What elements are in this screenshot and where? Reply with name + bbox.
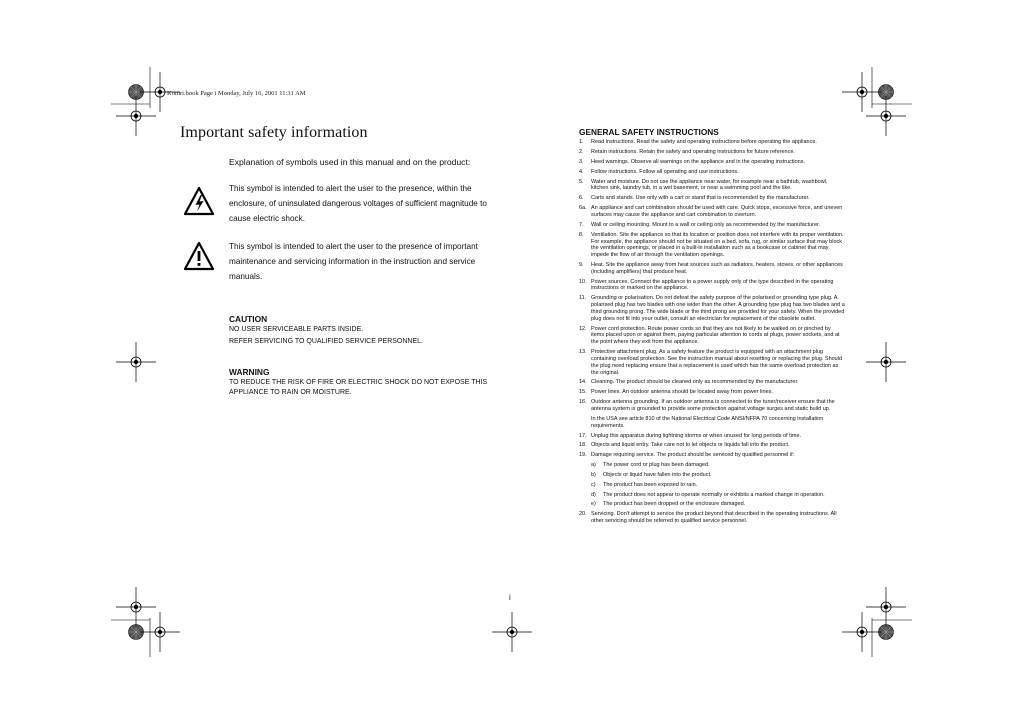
list-item xyxy=(579,169,845,176)
item-number: 11. xyxy=(579,295,587,302)
item-number: 5. xyxy=(579,178,584,185)
warning-text: TO REDUCE THE RISK OF FIRE OR ELECTRIC SHOCK DO NOT EXPOSE THIS APPLIANCE TO RAIN OR MOISTURE. xyxy=(229,379,488,396)
sub-item-letter: b) xyxy=(591,472,596,479)
list-item xyxy=(579,295,845,322)
item-number: 12. xyxy=(579,325,587,332)
list-item xyxy=(579,442,845,449)
item-text: Objects and liquid entry. Take care not to let objects or liquids fall into the product. xyxy=(591,442,790,449)
page-number: i xyxy=(509,593,511,602)
list-item xyxy=(579,349,845,376)
sub-item-text: The power cord or plug has been damaged. xyxy=(603,462,710,469)
item-number: 14. xyxy=(579,379,587,386)
sub-item-letter: a) xyxy=(591,462,596,469)
list-item xyxy=(579,511,845,525)
sub-item-text: Objects or liquid have fallen into the product. xyxy=(603,472,712,479)
item-number: 10. xyxy=(579,278,587,285)
item-number: 1. xyxy=(579,139,584,145)
page-title: Important safety information xyxy=(180,124,368,141)
item-number: 17. xyxy=(579,432,587,439)
item-text: Retain instructions. Retain the safety and operating instructions for future reference. xyxy=(591,148,795,155)
symbols-intro: Explanation of symbols used in this manual and on the product: xyxy=(229,157,471,167)
list-item xyxy=(579,389,845,396)
list-item xyxy=(579,195,845,202)
safety-instructions-list xyxy=(579,139,845,528)
item-text: Heat. Site the appliance away from heat sources such as radiators, heaters, stoves, or other appliances (including amplifiers) that produce heat. xyxy=(591,262,843,275)
item-number: 6. xyxy=(579,195,584,202)
item-number: 8. xyxy=(579,231,584,238)
item-text: Power sources. Connect the appliance to a power supply only of the type described in the operating instructions or marked on the appliance. xyxy=(591,278,834,292)
sub-list-item xyxy=(579,501,845,508)
item-text: Follow instructions. Follow all operating and use instructions. xyxy=(591,168,739,175)
sub-item-text: The product has been exposed to rain. xyxy=(603,481,698,488)
sub-list-item xyxy=(579,482,845,489)
item-text: An appliance and cart combination should be used with care. Quick stops, excessive force, and uneven surfaces may cause the appliance and cart combination to overturn. xyxy=(591,205,843,218)
item-text: Heed warnings. Observe all warnings on the appliance and in the operating instructions. xyxy=(591,158,806,165)
item-text: Cleaning. The product should be cleaned only as recommended by the manufacturer. xyxy=(591,379,799,386)
sub-list-item xyxy=(579,462,845,469)
item-text: Read instructions. Read the safety and operating instructions before operating the appliance. xyxy=(591,139,817,145)
item-number: 16. xyxy=(579,399,587,406)
symbol-description-exclamation: This symbol is intended to alert the user to the presence of important maintenance and servicing information in the instruction and service manuals. xyxy=(229,242,478,281)
list-item xyxy=(579,279,845,293)
sub-list-item xyxy=(579,472,845,479)
item-number: 2. xyxy=(579,148,584,155)
item-16-note: In the USA see article 810 of the National Electrical Code ANSI/NFPA 70 concerning installation requirements. xyxy=(591,415,824,429)
item-number: 20. xyxy=(579,511,587,518)
list-item xyxy=(579,399,845,413)
list-item xyxy=(579,433,845,440)
symbol-description-lightning: This symbol is intended to alert the user to the presence, within the enclosure, of uninsulated dangerous voltages of sufficient magnitude to cause electric shock. xyxy=(229,184,487,223)
general-safety-heading: GENERAL SAFETY INSTRUCTIONS xyxy=(579,127,719,137)
file-header-line: Komri.book Page i Monday, July 16, 2001 11:31 AM xyxy=(167,90,306,97)
caution-heading: CAUTION xyxy=(229,314,268,324)
exclamation-warning-icon xyxy=(183,241,215,271)
item-text: Power cord protection. Route power cords so that they are not likely to be walked on or pinched by items placed upon or against them, paying particular attention to cords at plugs, power sockets, and at the point where they exit from the appliance. xyxy=(591,325,840,346)
lightning-warning-icon xyxy=(183,186,215,216)
caution-line: NO USER SERVICEABLE PARTS INSIDE. xyxy=(229,326,364,333)
item-text: Grounding or polarisation. Do not defeat the safety purpose of the polarised or grounding type plug. A polarised plug has two blades with one wider than the other. A grounding type plug has two blades and a third grounding prong. The wide blade or the third prong are provided for your safety. When the provided plug does not fit into your outlet, consult an electrician for replacement of the obsolete outlet. xyxy=(591,295,845,322)
item-text: Outdoor antenna grounding. If an outdoor antenna is connected to the tuner/receiver ensure that the antenna system is grounded to provide some protection against voltage surges and static build up. xyxy=(591,399,835,412)
sub-item-text: The product has been dropped or the enclosure damaged. xyxy=(603,501,746,508)
item-number: 9. xyxy=(579,262,584,268)
list-item xyxy=(579,232,845,259)
list-item xyxy=(579,159,845,166)
sub-item-letter: c) xyxy=(591,481,596,488)
item-number: 13. xyxy=(579,349,587,356)
item-text: Ventilation. Site the appliance so that its location or position does not interfere with its proper ventilation. For example, the appliance should not be situated on a bed, sofa, rug, or similar surface that may block the ventilation openings, or placed in a built-in installation such as a bookcase or cabinet that may impede the flow of air through the ventilation openings. xyxy=(591,231,844,259)
item-number: 18. xyxy=(579,442,587,449)
item-number: 7. xyxy=(579,221,584,228)
warning-heading: WARNING xyxy=(229,367,270,377)
list-item xyxy=(579,222,845,229)
item-text: Servicing. Don't attempt to service the product beyond that described in the operating instructions. All other servicing should be referred to qualified service personnel. xyxy=(591,511,837,525)
sub-item-letter: e) xyxy=(591,501,596,508)
list-item xyxy=(579,139,845,146)
item-text: Power lines. An outdoor antenna should be located away from power lines. xyxy=(591,389,773,396)
list-item xyxy=(579,326,845,346)
item-number: 6a. xyxy=(579,205,587,212)
sub-item-letter: d) xyxy=(591,491,596,498)
item-text: Carts and stands. Use only with a cart or stand that is recommended by the manufacturer. xyxy=(591,195,810,202)
item-text: Damage requiring service. The product should be serviced by qualified personnel if: xyxy=(591,452,795,459)
list-item xyxy=(579,205,845,219)
sub-item-text: The product does not appear to operate normally or exhibits a marked change in operation. xyxy=(603,491,825,498)
item-number: 4. xyxy=(579,168,584,175)
list-item xyxy=(579,452,845,459)
item-text: Water and moisture. Do not use the appliance near water, for example near a bathtub, washbowl, kitchen sink, laundry tub, in a wet basement, or near a swimming pool and the like. xyxy=(591,178,828,192)
list-item xyxy=(579,262,845,276)
item-number: 19. xyxy=(579,452,587,459)
item-text: Wall or ceiling mounting. Mount to a wall or ceiling only as recommended by the manufacturer. xyxy=(591,221,821,228)
item-text: Protective attachment plug. As a safety feature the product is equipped with an attachment plug containing overload protection. See the instruction manual about resetting or replacing the plug. Should the plug need replacing ensure that a replacement is used which has the same overload protection as the original. xyxy=(591,349,843,376)
list-item xyxy=(579,179,845,193)
caution-line: REFER SERVICING TO QUALIFIED SERVICE PERSONNEL. xyxy=(229,338,423,345)
item-number: 3. xyxy=(579,158,584,165)
sub-list-item xyxy=(579,492,845,499)
list-item xyxy=(579,379,845,386)
item-text: Unplug this apparatus during lightning storms or when unused for long periods of time. xyxy=(591,432,802,439)
list-item xyxy=(579,149,845,156)
item-number: 15. xyxy=(579,389,587,396)
